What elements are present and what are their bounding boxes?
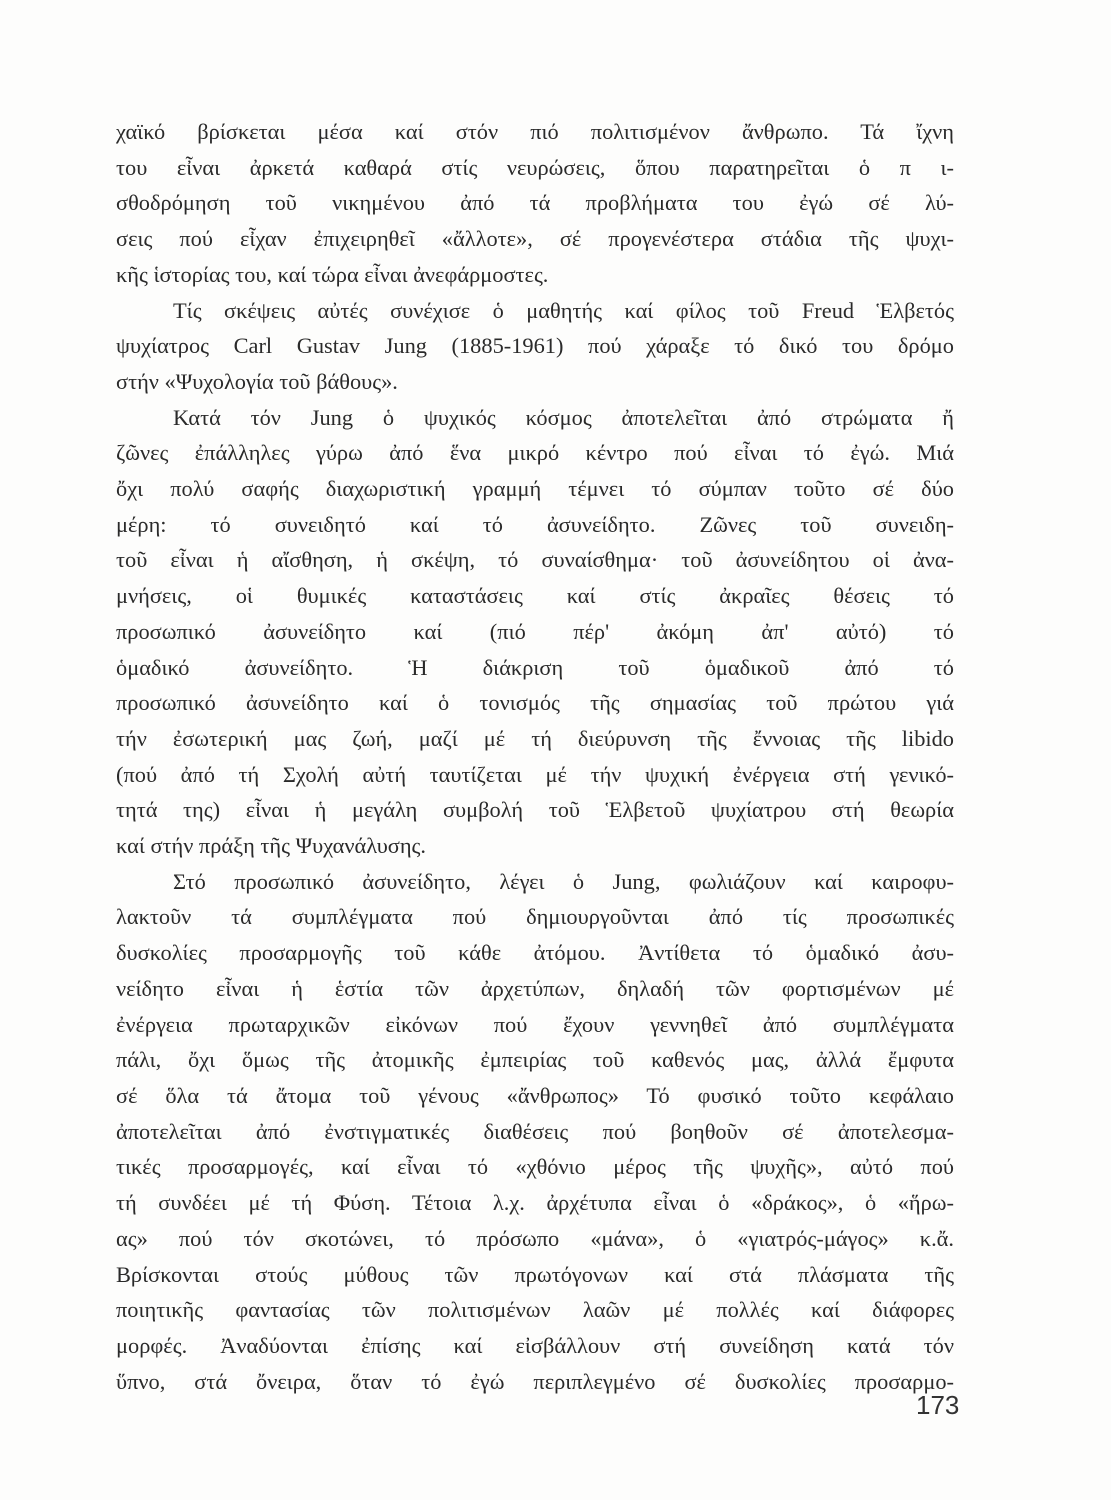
- text-line: τήν ἐσωτερική μας ζωή, μαζί μέ τή διεύρυνση τῆς ἔννοιας τῆς libido: [116, 725, 954, 751]
- text-line: ὁμαδικό ἀσυνείδητο. Ἡ διάκριση τοῦ ὁμαδικοῦ ἀπό τό: [116, 654, 954, 680]
- text-line: στήν «Ψυχολογία τοῦ βάθους».: [116, 368, 398, 394]
- text-line: πάλι, ὄχι ὅμως τῆς ἀτομικῆς ἐμπειρίας τοῦ καθενός μας, ἀλλά ἔμφυτα: [116, 1047, 954, 1073]
- text-line: σεις πού εἶχαν ἐπιχειρηθεῖ «ἄλλοτε», σέ προγενέστερα στάδια τῆς ψυχι-: [116, 226, 954, 252]
- text-line: τή συνδέει μέ τή Φύση. Τέτοια λ.χ. ἀρχέτυπα εἶναι ὁ «δράκος», ὁ «ἥρω-: [116, 1190, 954, 1216]
- text-line: καί στήν πράξη τῆς Ψυχανάλυσης.: [116, 833, 427, 859]
- text-line: μέρη: τό συνειδητό καί τό ἀσυνείδητο. Ζῶνες τοῦ συνειδη-: [116, 511, 954, 537]
- body-text: [116, 114, 954, 1399]
- text-line: μνήσεις, οἱ θυμικές καταστάσεις καί στίς ἀκραῖες θέσεις τό: [116, 583, 954, 609]
- text-line: ψυχίατρος Carl Gustav Jung (1885-1961) πού χάραξε τό δικό του δρόμο: [116, 333, 954, 359]
- text-line: ας» πού τόν σκοτώνει, τό πρόσωπο «μάνα», ὁ «γιατρός-μάγος» κ.ἄ.: [116, 1225, 954, 1251]
- text-line: μορφές. Ἀναδύονται ἐπίσης καί εἰσβάλλουν στή συνείδηση κατά τόν: [116, 1332, 954, 1358]
- text-line: ἐνέργεια πρωταρχικῶν εἰκόνων πού ἔχουν γεννηθεῖ ἀπό συμπλέγματα: [116, 1011, 954, 1037]
- page-number: 173: [916, 1390, 960, 1420]
- text-line: Στό προσωπικό ἀσυνείδητο, λέγει ὁ Jung, φωλιάζουν καί καιροφυ-: [173, 868, 954, 894]
- text-line: ὄχι πολύ σαφής διαχωριστική γραμμή τέμνει τό σύμπαν τοῦτο σέ δύο: [116, 476, 954, 502]
- text-line: προσωπικό ἀσυνείδητο καί ὁ τονισμός τῆς σημασίας τοῦ πρώτου γιά: [116, 690, 954, 716]
- text-line: σθοδρόμηση τοῦ νικημένου ἀπό τά προβλήματα του ἐγώ σέ λύ-: [116, 190, 954, 216]
- paragraph-1: [116, 114, 954, 293]
- text-line: χαϊκό βρίσκεται μέσα καί στόν πιό πολιτισμένον ἄνθρωπο. Τά ἴχνη: [116, 119, 954, 144]
- text-line: λακτοῦν τά συμπλέγματα πού δημιουργοῦνται ἀπό τίς προσωπικές: [116, 904, 954, 930]
- text-line: τητά της) εἶναι ἡ μεγάλη συμβολή τοῦ Ἑλβετοῦ ψυχίατρου στή θεωρία: [116, 797, 954, 823]
- text-line: δυσκολίες προσαρμογῆς τοῦ κάθε ἀτόμου. Ἀντίθετα τό ὁμαδικό ἀσυ-: [116, 940, 954, 966]
- text-line: ζῶνες ἐπάλληλες γύρω ἀπό ἕνα μικρό κέντρο πού εἶναι τό ἐγώ. Μιά: [116, 440, 954, 466]
- text-line: Βρίσκονται στούς μύθους τῶν πρωτόγονων καί στά πλάσματα τῆς: [116, 1261, 954, 1287]
- paragraph-2: [116, 293, 954, 400]
- text-line: (πού ἀπό τή Σχολή αὐτή ταυτίζεται μέ τήν ψυχική ἐνέργεια στή γενικό-: [116, 761, 954, 787]
- paragraph-3: [116, 400, 954, 864]
- text-line: κῆς ἱστορίας του, καί τώρα εἶναι ἀνεφάρμοστες.: [116, 261, 549, 287]
- paragraph-4: [116, 864, 954, 1400]
- text-line: τικές προσαρμογές, καί εἶναι τό «χθόνιο μέρος τῆς ψυχῆς», αὐτό πού: [116, 1154, 954, 1180]
- text-line: Τίς σκέψεις αὐτές συνέχισε ὁ μαθητής καί φίλος τοῦ Freud Ἑλβετός: [173, 297, 954, 323]
- text-line: ποιητικῆς φαντασίας τῶν πολιτισμένων λαῶν μέ πολλές καί διάφορες: [116, 1297, 954, 1323]
- text-line: τοῦ εἶναι ἡ αἴσθηση, ἡ σκέψη, τό συναίσθημα· τοῦ ἀσυνείδητου οἱ ἀνα-: [116, 547, 954, 573]
- text-line: προσωπικό ἀσυνείδητο καί (πιό πέρ' ἀκόμη ἀπ' αὐτό) τό: [116, 618, 954, 644]
- text-line: του εἶναι ἀρκετά καθαρά στίς νευρώσεις, ὅπου παρατηρεῖται ὁ π ι-: [116, 154, 954, 180]
- text-line: ἀποτελεῖται ἀπό ἐνστιγματικές διαθέσεις πού βοηθοῦν σέ ἀποτελεσμα-: [116, 1118, 954, 1144]
- text-line: σέ ὅλα τά ἄτομα τοῦ γένους «ἄνθρωπος» Τό φυσικό τοῦτο κεφάλαιο: [116, 1082, 954, 1108]
- text-line: ὕπνο, στά ὄνειρα, ὅταν τό ἐγώ περιπλεγμένο σέ δυσκολίες προσαρμο-: [116, 1368, 954, 1394]
- text-line: νείδητο εἶναι ἡ ἑστία τῶν ἀρχετύπων, δηλαδή τῶν φορτισμένων μέ: [116, 975, 954, 1001]
- text-line: Κατά τόν Jung ὁ ψυχικός κόσμος ἀποτελεῖται ἀπό στρώματα ἤ: [173, 404, 954, 430]
